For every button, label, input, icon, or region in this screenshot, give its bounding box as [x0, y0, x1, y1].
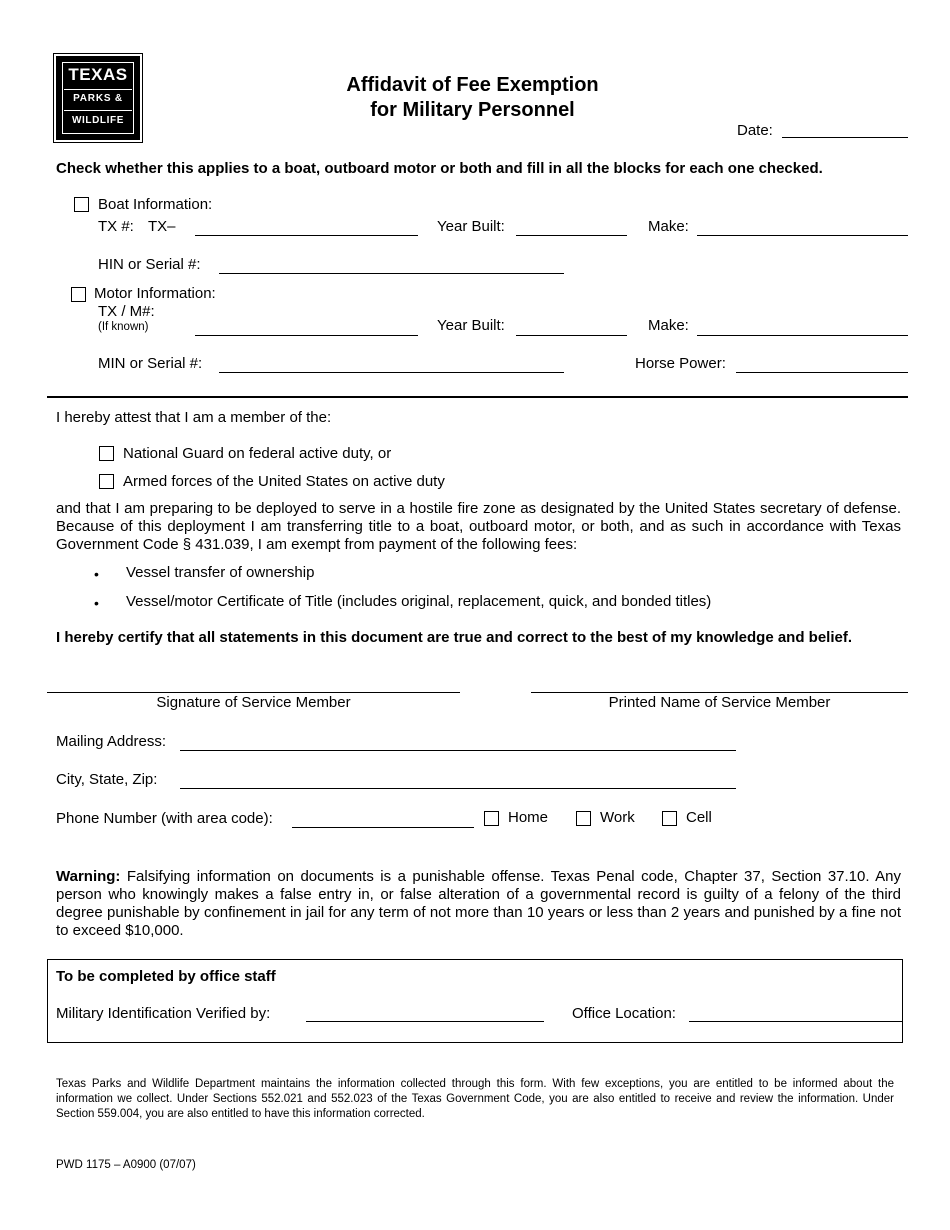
boat-info-label: Boat Information:	[98, 196, 213, 213]
section-divider	[47, 396, 908, 398]
armed-forces-label: Armed forces of the United States on active duty	[123, 473, 445, 490]
printed-name-label: Printed Name of Service Member	[608, 694, 831, 711]
logo-divider	[64, 89, 132, 90]
national-guard-checkbox[interactable]	[99, 446, 114, 461]
armed-forces-checkbox[interactable]	[99, 474, 114, 489]
motor-year-label: Year Built:	[437, 317, 505, 334]
bullet-marker: •	[94, 595, 99, 611]
warning-paragraph	[56, 868, 901, 940]
city-state-zip-label: City, State, Zip:	[56, 771, 158, 788]
tpwd-logo	[56, 56, 140, 140]
logo-text-parks: PARKS &	[73, 93, 123, 104]
motor-checkbox[interactable]	[71, 287, 86, 302]
motor-make-label: Make:	[648, 317, 689, 334]
instructions: Check whether this applies to a boat, outboard motor or both and fill in all the blocks for each one checked.	[56, 160, 823, 177]
verified-by-field[interactable]	[306, 1021, 544, 1022]
date-label: Date:	[737, 122, 773, 139]
phone-label: Phone Number (with area code):	[56, 810, 273, 827]
boat-make-field[interactable]	[697, 235, 908, 236]
motor-min-field[interactable]	[219, 372, 564, 373]
boat-tx-label: TX #:	[98, 218, 134, 235]
boat-hin-field[interactable]	[219, 273, 564, 274]
boat-checkbox[interactable]	[74, 197, 89, 212]
form-title-line1: Affidavit of Fee Exemption	[346, 74, 599, 96]
motor-info-label: Motor Information:	[94, 285, 216, 302]
signature-field[interactable]	[47, 692, 460, 693]
mailing-address-label: Mailing Address:	[56, 733, 167, 750]
signature-label: Signature of Service Member	[156, 694, 351, 711]
logo-divider	[64, 110, 132, 111]
boat-hin-label: HIN or Serial #:	[98, 256, 201, 273]
logo-text-texas: TEXAS	[68, 65, 128, 84]
boat-year-field[interactable]	[516, 235, 627, 236]
bullet-marker: •	[94, 566, 99, 582]
city-state-zip-field[interactable]	[180, 788, 736, 789]
boat-year-label: Year Built:	[437, 218, 505, 235]
attest-intro: I hereby attest that I am a member of the:	[56, 409, 332, 426]
phone-cell-label: Cell	[686, 809, 712, 826]
fee-item: Vessel transfer of ownership	[126, 564, 315, 581]
motor-min-label: MIN or Serial #:	[98, 355, 203, 372]
logo-text-wildlife: WILDLIFE	[71, 115, 124, 126]
mailing-address-field[interactable]	[180, 750, 736, 751]
phone-field[interactable]	[292, 827, 474, 828]
certify-statement: I hereby certify that all statements in this document are true and correct to the best of my knowledge and belief.	[56, 629, 853, 646]
form-title-line2: for Military Personnel	[370, 99, 575, 121]
phone-work-label: Work	[600, 809, 635, 826]
phone-cell-checkbox[interactable]	[662, 811, 677, 826]
printed-name-field[interactable]	[531, 692, 908, 693]
office-location-label: Office Location:	[572, 1005, 676, 1022]
motor-if-known: (If known)	[98, 321, 149, 333]
office-location-field[interactable]	[689, 1021, 902, 1022]
phone-work-checkbox[interactable]	[576, 811, 591, 826]
phone-home-label: Home	[508, 809, 549, 826]
motor-hp-label: Horse Power:	[635, 355, 726, 372]
form-number: PWD 1175 – A0900 (07/07)	[56, 1159, 196, 1171]
office-staff-heading: To be completed by office staff	[56, 968, 276, 985]
motor-tx-label: TX / M#:	[98, 303, 155, 320]
boat-make-label: Make:	[648, 218, 689, 235]
fee-item: Vessel/motor Certificate of Title (includes original, replacement, quick, and bonded titles)	[126, 593, 712, 610]
boat-tx-prefix: TX–	[148, 218, 176, 235]
date-field[interactable]	[782, 137, 908, 138]
phone-home-checkbox[interactable]	[484, 811, 499, 826]
privacy-notice: Texas Parks and Wildlife Department maintains the information collected through this form. With few exceptions, you are entitled to be informed about the information we collect. Under Sections 552.021 and 552.023 of the Texas Government Code, you are also entitled to receive and review the information. Under Section 559.004, you are also entitled to have this information corrected.	[56, 1078, 894, 1120]
boat-tx-field[interactable]	[195, 235, 418, 236]
attest-paragraph: and that I am preparing to be deployed to serve in a hostile fire zone as designated by the United States secretary of defense. Because of this deployment I am transferring title to a boat, outboard motor, or both, and as such in accordance with Texas Government Code § 431.039, I am exempt from payment of the following fees:	[56, 500, 901, 553]
motor-hp-field[interactable]	[736, 372, 908, 373]
motor-make-field[interactable]	[697, 335, 908, 336]
national-guard-label: National Guard on federal active duty, or	[123, 445, 392, 462]
warning-text: Falsifying information on documents is a punishable offense. Texas Penal code, Chapter 37, Section 37.10. Any person who knowingly makes a false entry in, or false alteration of a governmental record is guilty of a felony of the third degree punishable by confinement in jail for any term of not more than 10 years or less than 2 years and punished by a fine not to exceed $10,000.	[56, 868, 901, 939]
motor-tx-field[interactable]	[195, 335, 418, 336]
motor-year-field[interactable]	[516, 335, 627, 336]
verified-by-label: Military Identification Verified by:	[56, 1005, 271, 1022]
warning-label: Warning:	[56, 868, 121, 885]
